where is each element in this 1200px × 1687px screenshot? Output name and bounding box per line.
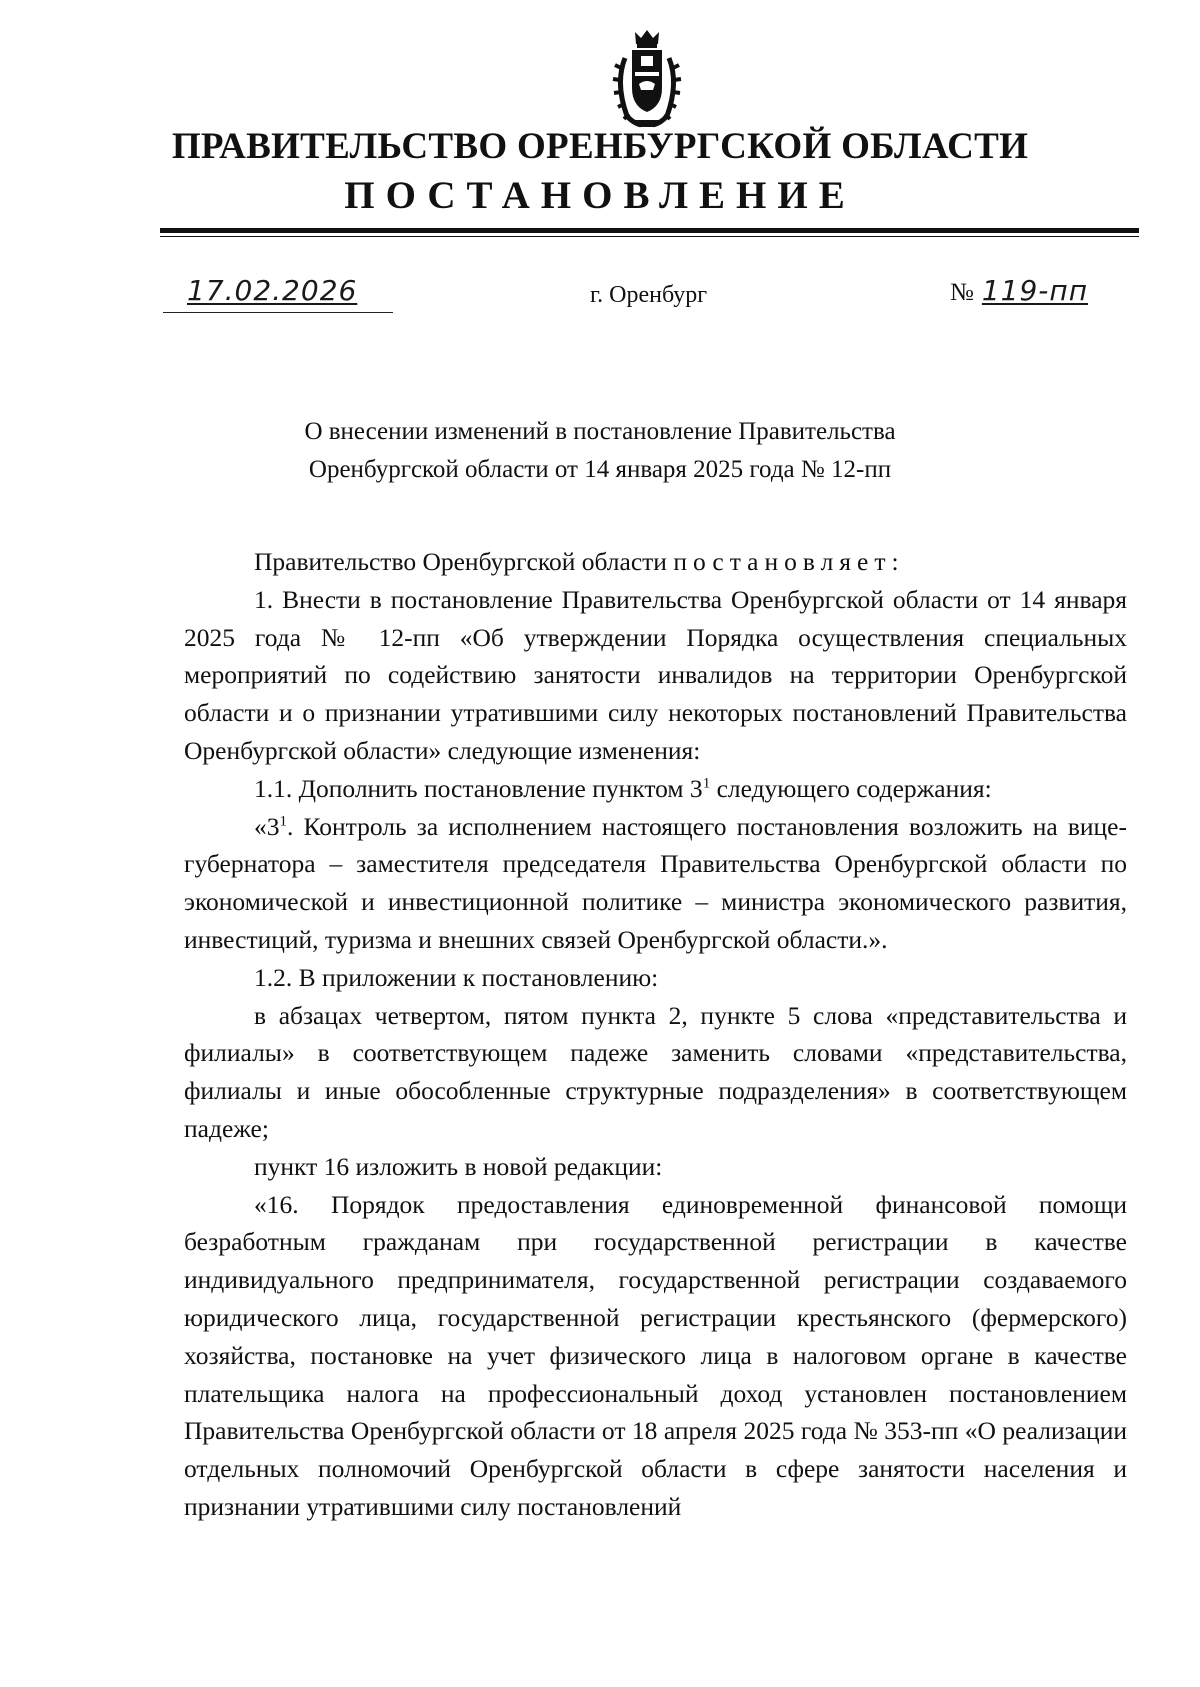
orenburg-coat-of-arms-icon bbox=[611, 28, 683, 128]
number-field bbox=[950, 274, 1088, 307]
paragraph-1: 1. Внести в постановление Правительства Оренбургской области от 14 января 2025 года № 12-пп «Об утверждении Порядка осуществления специальных мероприятий по содействию занятости инвалидов на территории Оренбургской области и о признании утратившими силу некоторых постановлений Правительства Оренбургской области» следующие изменения: bbox=[184, 584, 1127, 765]
paragraph-1-1-superscript: 1 bbox=[702, 775, 711, 792]
handwritten-number: 119-пп bbox=[981, 274, 1089, 307]
paragraph-16: «16. Порядок предоставления единовременной финансовой помощи безработным гражданам при государственной регистрации в качестве индивидуального предпринимателя, государственной регистрации создаваемого юридического лица, государственной регистрации крестьянского (фермерского) хозяйства, постановке на учет физического лица в налоговом органе в качестве плательщика налога на профессиональный доход установлен постановлением Правительства Оренбургской области от 18 апреля 2025 года № 353-пп «О реализации отдельных полномочий Оренбургской области в сфере занятости населения и признании утратившими силу постановлений bbox=[184, 1189, 1127, 1521]
handwritten-date: 17.02.2026 bbox=[187, 274, 358, 307]
document-type: ПОСТАНОВЛЕНИЕ bbox=[344, 174, 856, 217]
preamble bbox=[184, 543, 1127, 581]
paragraph-3-1 bbox=[184, 808, 1127, 959]
government-title: ПРАВИТЕЛЬСТВО ОРЕНБУРГСКОЙ ОБЛАСТИ bbox=[171, 126, 1029, 167]
paragraph-3-1-superscript: 1 bbox=[279, 813, 287, 830]
city-label: г. Оренбург bbox=[590, 282, 708, 308]
header-rule-thick bbox=[160, 228, 1139, 233]
paragraph-3-1-text-b: . Контроль за исполнением настоящего постановления возложить на вице-губернатора – заместителя председателя Правительства Оренбургской области по экономической и инвестиционной политике – министра экономического развития, инвестиций, туризма и внешних связей Оренбургской области.». bbox=[184, 811, 1127, 954]
subject-line-1: О внесении изменений в постановление Правительства bbox=[304, 418, 896, 445]
header-rule-thin bbox=[160, 236, 1139, 237]
paragraph-16-intro: пункт 16 изложить в новой редакции: bbox=[254, 1151, 663, 1181]
preamble-resolves: постановляет: bbox=[673, 547, 905, 576]
paragraph-1-1 bbox=[184, 770, 1127, 808]
document-body bbox=[184, 543, 1127, 1526]
date-field bbox=[163, 272, 393, 313]
paragraph-1-2: 1.2. В приложении к постановлению: bbox=[254, 962, 659, 992]
paragraph-3-1-text-a: «3 bbox=[254, 811, 280, 841]
paragraph-1-1-text-a: 1.1. Дополнить постановление пунктом 3 bbox=[254, 773, 703, 803]
preamble-text: Правительство Оренбургской области bbox=[254, 547, 674, 576]
document-subject bbox=[0, 413, 1200, 489]
paragraph-1-1-text-b: следующего содержания: bbox=[710, 773, 992, 803]
subject-line-2: Оренбургской области от 14 января 2025 года № 12-пп bbox=[308, 456, 892, 483]
number-sign: № bbox=[950, 279, 974, 306]
paragraph-abzac: в абзацах четвертом, пятом пункта 2, пункте 5 слова «представительства и филиалы» в соответствующем падеже заменить словами «представительства, филиалы и иные обособленные структурные подразделения» в соответствующем падеже; bbox=[184, 1000, 1127, 1143]
